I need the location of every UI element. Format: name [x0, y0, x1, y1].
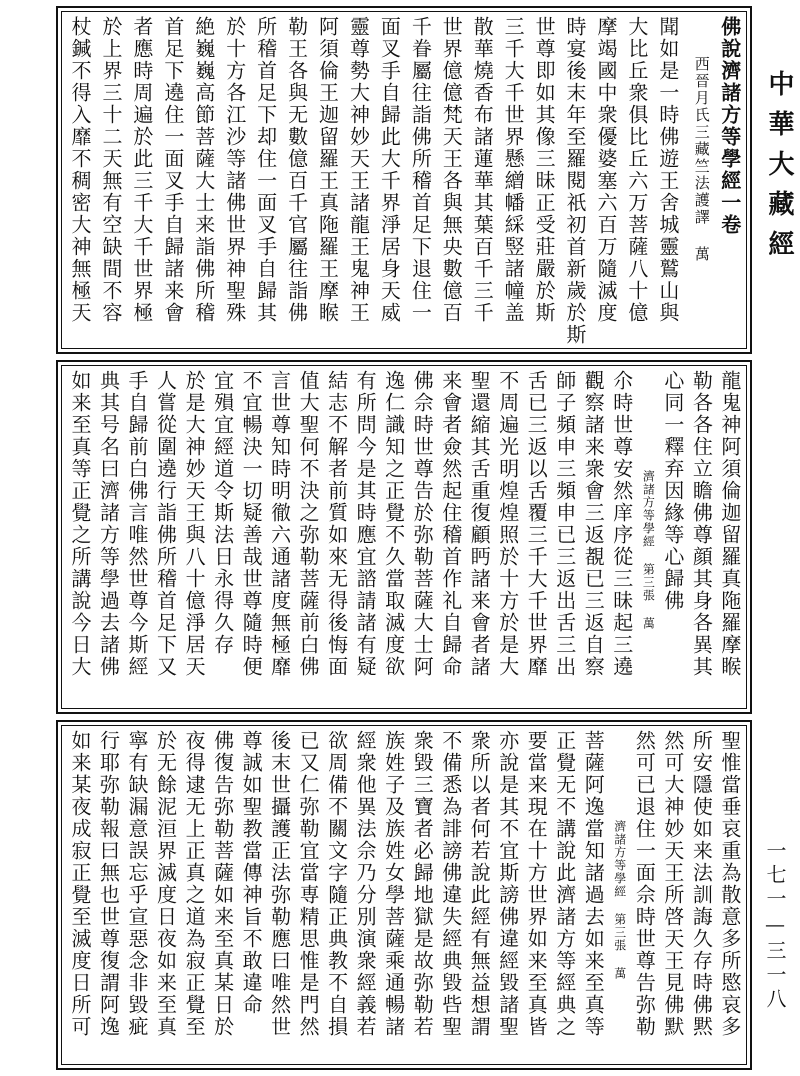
text-column: 師子頻申三頻申已三返出舌三出 — [552, 370, 577, 678]
text-column: 聖還縮其舌重復顧眄諸来會者諸 — [467, 370, 492, 678]
text-column: 於无餘泥洹界滅度日夜如来至真 — [153, 730, 178, 1038]
text-column: 衆所以者何若說此經有無益想謂 — [467, 730, 492, 1038]
text-column: 人嘗從圍遶行詣佛所稽首足下又 — [153, 370, 178, 678]
text-column: 勒王各與无數億百千官屬往詣佛 — [284, 16, 309, 324]
text-column: 寧有缺漏意誤忘乎宣惡念非毀疵 — [125, 730, 150, 1038]
text-column: 如来某夜成寂正覺至滅度日所可 — [68, 730, 92, 1038]
text-column: 絶巍巍高節菩薩大士来詣佛所稽 — [191, 16, 216, 324]
text-column: 欲周備不關文字隨正典教不自損 — [324, 730, 349, 1038]
text-column: 後末世攝護正法弥勒應曰唯然世 — [267, 730, 292, 1038]
text-column: 三千大千世界懸繒幡綵竪諸幢盖 — [501, 16, 526, 324]
text-column: 世界億億梵天王各與無央數億百 — [439, 16, 464, 324]
text-column: 杖鍼不得入靡不稠密大神無極天 — [68, 16, 92, 324]
text-column: 逸仁識知之正覺不久當取滅度欲 — [381, 370, 406, 678]
text-column: 夜得逮无上正真之道為寂正覺至 — [182, 730, 207, 1038]
text-column: 衆毀三寶者必歸地獄是故弥勒若 — [410, 730, 435, 1038]
text-column: 聖惟當垂哀重為散意多所愍哀多 — [717, 730, 742, 1038]
text-column: 結志不解者前質如來无得後悔面 — [324, 370, 349, 678]
text-column: 族姓子及族姓女學菩薩乘通暢諸 — [381, 730, 406, 1038]
text-column: 勒各各住立瞻佛尊顔其身各異其 — [689, 370, 714, 678]
text-column: 於是大神妙天王與八十億淨居天 — [182, 370, 207, 678]
text-column: 亦說是其不宜斯謗佛違經毀諸聖 — [495, 730, 520, 1038]
text-column: 来會者僉然起住稽首作礼自歸命 — [438, 370, 463, 678]
text-column: 聞如是一時佛遊王舍城靈鷲山與 — [655, 16, 680, 324]
text-column: 時宴後末年至羅閱祇初首新歲於斯 — [563, 16, 587, 346]
collection-title: 中華大藏經 — [764, 70, 794, 270]
text-column: 尊誠如聖教當傳神旨不敢違命 — [239, 730, 264, 1016]
sutra-title: 佛說濟諸方等學經一卷 — [717, 16, 742, 236]
text-column: 所安隱使如来法訓誨久存時佛黙 — [689, 730, 714, 1038]
text-column: 千眷屬往詣佛所稽首足下退住一 — [408, 16, 433, 324]
text-column: 言世尊知時明徹六通諸度無極靡 — [267, 370, 292, 678]
text-column: 靈尊勢大神妙天王諸龍王鬼神王 — [346, 16, 371, 324]
text-column: 龍鬼神阿須倫迦留羅真陁羅摩睺 — [717, 370, 742, 678]
text-column: 不周遍光明煌煌照於十方於是大 — [495, 370, 520, 678]
text-column: 不宜暢決一切疑善哉世尊隨時便 — [239, 370, 264, 678]
text-column: 阿須倫王迦留羅王真陁羅王摩睺 — [315, 16, 340, 324]
text-column: 於上界三十二天無有空缺間不容 — [98, 16, 123, 324]
text-column: 有所問今是其時應宜諮請諸有疑 — [353, 370, 378, 678]
text-panel-1 — [56, 6, 752, 354]
text-column: 心同一釋弃因緣等心歸佛 — [660, 370, 685, 612]
text-column: 觀察諸来衆會三返覩已三返自察 — [581, 370, 606, 678]
text-column: 正覺无不講說此濟諸方等經典之 — [552, 730, 577, 1038]
text-column: 於十方各江沙等諸佛世界神聖殊 — [222, 16, 247, 324]
text-column: 然可已退住一面佘時世尊告弥勒 — [632, 730, 657, 1038]
panel-1-columns — [68, 16, 740, 344]
text-column: 如来至真等正覺之所講說今日大 — [68, 370, 92, 678]
text-column: 舌已三返以舌覆三千大千世界靡 — [524, 370, 549, 678]
text-column: 首足下遶住一面叉手自歸諸来會 — [160, 16, 185, 324]
text-column: 大比丘衆俱比丘六万菩薩八十億 — [624, 16, 649, 324]
text-column: 已又仁弥勒宜當専精思惟是門然 — [296, 730, 321, 1038]
text-column: 要當来現在十方世界如来至真皆 — [524, 730, 549, 1038]
text-column: 然可大神妙天王所啓天王見佛默 — [660, 730, 685, 1038]
text-column: 手自歸前白佛言唯然世尊今斯經 — [125, 370, 150, 678]
translator-line: 西晉月氏三藏竺法護譯 萬 — [692, 56, 711, 263]
text-column: 所稽首足下却住一面叉手自歸其 — [253, 16, 278, 324]
text-column: 經衆他異法佘乃分別演衆經義若 — [353, 730, 378, 1038]
text-column: 行耶弥勒報曰無也世尊復謂阿逸 — [96, 730, 121, 1038]
text-column: 世尊即如其像三昧正受莊嚴於斯 — [532, 16, 557, 324]
panel-3-columns — [68, 730, 740, 1060]
text-panel-2 — [56, 360, 752, 714]
panel-2-columns — [68, 370, 740, 704]
text-column: 值大聖何不決之弥勒菩薩前白佛 — [296, 370, 321, 678]
text-column: 典其号名曰濟諸方等學過去諸佛 — [96, 370, 121, 678]
text-column: 散華燒香布諸蓮華其葉百千三千 — [470, 16, 495, 324]
text-column: 宜殞宜經道令斯法日永得久存 — [210, 370, 235, 656]
text-column: 菩薩阿逸當知諸過去如来至真等 — [581, 730, 606, 1038]
text-column: 者應時周遍於此三千大千世界極 — [129, 16, 154, 324]
text-column: 摩竭國中衆優婆塞六百万隨滅度 — [593, 16, 618, 324]
text-column: 面叉手自歸此大千界淨居身天威 — [377, 16, 402, 324]
text-column: 佛復告弥勒菩薩如来至真某日於 — [210, 730, 235, 1038]
text-column: 佛佘時世尊告於弥勒菩薩大士阿 — [410, 370, 435, 678]
text-column: 尒時世尊安然庠序從三昧起三遶 — [609, 370, 634, 678]
text-column: 不備悉為誹謗佛違失經典毀呰聖 — [438, 730, 463, 1038]
text-panel-3 — [56, 720, 752, 1070]
page-note: 濟諸方等學經 第三張 萬 — [612, 820, 627, 980]
page-note: 濟諸方等學經 第三張 萬 — [641, 470, 656, 630]
page-number: 一七一—三一八 — [763, 840, 787, 1012]
